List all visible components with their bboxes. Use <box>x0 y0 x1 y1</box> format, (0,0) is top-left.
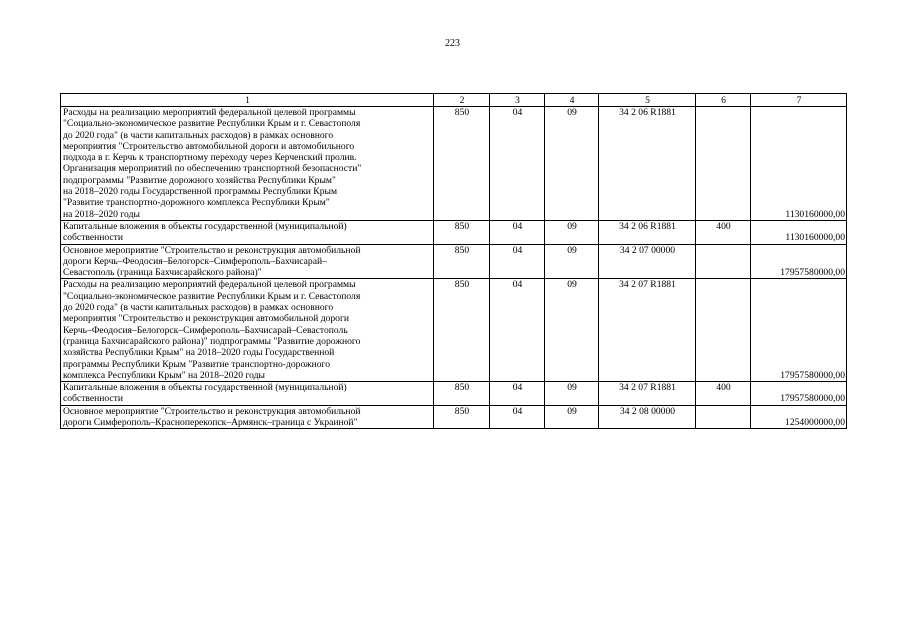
cell-section-code: 04 <box>490 279 545 382</box>
cell-subsection-code: 09 <box>545 220 599 244</box>
cell-subsection-code: 09 <box>545 279 599 382</box>
cell-section-code: 04 <box>490 107 545 221</box>
column-header-3: 3 <box>490 94 545 107</box>
column-header-6: 6 <box>696 94 751 107</box>
cell-section-code: 04 <box>490 220 545 244</box>
cell-section-code: 04 <box>490 244 545 279</box>
cell-amount: 1130160000,00 <box>751 220 847 244</box>
table-row <box>61 405 847 429</box>
cell-target-code: 34 2 07 R1881 <box>599 279 696 382</box>
cell-subsection-code: 09 <box>545 107 599 221</box>
cell-ministry-code: 850 <box>434 107 490 221</box>
column-header-5: 5 <box>599 94 696 107</box>
cell-description: Расходы на реализацию мероприятий федеральной целевой программы "Социально-экономическое развитие Республики Крым и г. Севастополя до 2020 года" (в части капитальных расходов) в рамках основного мероприятия "Строительство автомобильной дороги и автомобильного подхода в г. Керчь к транспортному переходу через Керченский пролив. Организация мероприятий по обеспечению транспортной безопасности" подпрограммы "Развитие дорожного хозяйства Республики Крым" на 2018–2020 годы Государственной программы Республики Крым "Развитие транспортно-дорожного комплекса Республики Крым" на 2018–2020 годы <box>61 107 434 221</box>
column-header-1: 1 <box>61 94 434 107</box>
table-row <box>61 382 847 406</box>
cell-description: Основное мероприятие "Строительство и реконструкция автомобильной дороги Керчь–Феодосия–Белогорск–Симферополь–Бахчисарай– Севастополь (граница Бахчисарайского района)" <box>61 244 434 279</box>
cell-ministry-code: 850 <box>434 405 490 429</box>
column-header-4: 4 <box>545 94 599 107</box>
cell-amount: 1254000000,00 <box>751 405 847 429</box>
cell-amount: 17957580000,00 <box>751 244 847 279</box>
header-row <box>61 94 847 107</box>
cell-expense-type <box>696 279 751 382</box>
cell-ministry-code: 850 <box>434 220 490 244</box>
cell-subsection-code: 09 <box>545 405 599 429</box>
page-number: 223 <box>445 38 460 49</box>
cell-amount: 17957580000,00 <box>751 279 847 382</box>
column-header-7: 7 <box>751 94 847 107</box>
cell-target-code: 34 2 06 R1881 <box>599 107 696 221</box>
cell-target-code: 34 2 08 00000 <box>599 405 696 429</box>
cell-description: Капитальные вложения в объекты государственной (муниципальной) собственности <box>61 382 434 406</box>
table-row <box>61 244 847 279</box>
cell-target-code: 34 2 07 R1881 <box>599 382 696 406</box>
cell-subsection-code: 09 <box>545 244 599 279</box>
cell-target-code: 34 2 07 00000 <box>599 244 696 279</box>
table-row <box>61 279 847 382</box>
cell-expense-type <box>696 107 751 221</box>
cell-target-code: 34 2 06 R1881 <box>599 220 696 244</box>
cell-amount: 17957580000,00 <box>751 382 847 406</box>
cell-expense-type <box>696 405 751 429</box>
table-row <box>61 220 847 244</box>
column-header-2: 2 <box>434 94 490 107</box>
cell-subsection-code: 09 <box>545 382 599 406</box>
cell-description: Расходы на реализацию мероприятий федеральной целевой программы "Социально-экономическое развитие Республики Крым и г. Севастополя до 2020 года" (в части капитальных расходов) в рамках основного мероприятия "Строительство и реконструкция автомобильной дороги Керчь–Феодосия–Белогорск–Симферополь–Бахчисарай–Севастополь (граница Бахчисарайского района)" подпрограммы "Развитие дорожного хозяйства Республики Крым" на 2018–2020 годы Государственной программы Республики Крым "Развитие транспортно-дорожного комплекса Республики Крым" на 2018–2020 годы <box>61 279 434 382</box>
cell-ministry-code: 850 <box>434 279 490 382</box>
cell-section-code: 04 <box>490 405 545 429</box>
cell-section-code: 04 <box>490 382 545 406</box>
budget-table <box>60 93 847 429</box>
cell-ministry-code: 850 <box>434 382 490 406</box>
cell-expense-type <box>696 244 751 279</box>
cell-amount: 1130160000,00 <box>751 107 847 221</box>
table-row <box>61 107 847 221</box>
cell-expense-type: 400 <box>696 382 751 406</box>
cell-ministry-code: 850 <box>434 244 490 279</box>
cell-description: Капитальные вложения в объекты государственной (муниципальной) собственности <box>61 220 434 244</box>
cell-expense-type: 400 <box>696 220 751 244</box>
table-body <box>61 107 847 429</box>
cell-description: Основное мероприятие "Строительство и реконструкция автомобильной дороги Симферополь–Красноперекопск–Армянск–граница с Украиной" <box>61 405 434 429</box>
